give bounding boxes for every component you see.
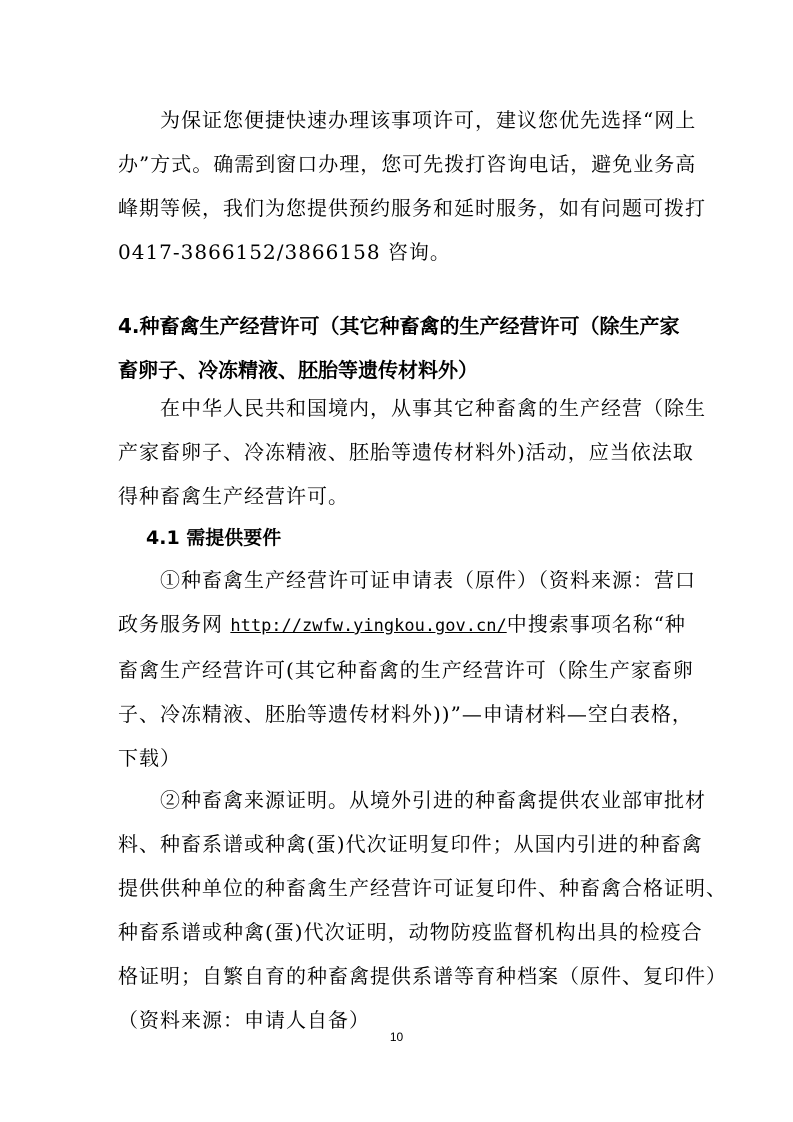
item-2-line: 料、种畜系谱或种禽(蛋)代次证明复印件；从国内引进的种畜禽 <box>118 832 703 856</box>
item-1-line: ①种畜禽生产经营许可证申请表（原件）（资料来源：营口 <box>160 568 696 592</box>
section-4-desc-line: 得种畜禽生产经营许可。 <box>118 484 349 508</box>
item-1-line: 畜禽生产经营许可(其它种畜禽的生产经营许可（除生产家畜卵 <box>118 658 694 682</box>
item-2-line: 种畜系谱或种禽(蛋)代次证明，动物防疫监督机构出具的检疫合 <box>118 920 703 944</box>
item-2-line: 格证明；自繁自育的种畜禽提供系谱等育种档案（原件、复印件） <box>118 964 727 988</box>
zwfw-yingkou-link[interactable]: http://zwfw.yingkou.gov.cn/ <box>230 616 507 636</box>
item-1-line: 下载） <box>118 746 181 770</box>
page-number: 10 <box>389 1030 404 1044</box>
requirement-item-1 <box>118 558 696 780</box>
item-1-line: 子、冷冻精液、胚胎等遗传材料外))”—申请材料—空白表格， <box>118 702 693 726</box>
intro-line: 为保证您便捷快速办理该事项许可，建议您优先选择“网上 <box>160 108 697 132</box>
section-4-title-line: 畜卵子、冷冻精液、胚胎等遗传材料外） <box>118 358 478 382</box>
intro-line: 0417-3866152/3866158 咨询。 <box>118 240 451 264</box>
item-1-line <box>118 602 686 648</box>
section-4-desc-line: 在中华人民共和国境内，从事其它种畜禽的生产经营（除生 <box>160 396 706 420</box>
intro-line: 办”方式。确需到窗口办理，您可先拨打咨询电话，避免业务高 <box>118 152 697 176</box>
section-4-heading <box>118 304 688 392</box>
requirement-item-2 <box>118 778 727 1042</box>
item-1-text: 中搜索事项名称“种 <box>506 612 686 636</box>
section-4-desc-line: 产家畜卵子、冷冻精液、胚胎等遗传材料外)活动，应当依法取 <box>118 440 694 464</box>
section-4-title-line: 4.种畜禽生产经营许可（其它种畜禽的生产经营许可（除生产家 <box>118 314 680 338</box>
intro-line: 峰期等候，我们为您提供预约服务和延时服务，如有问题可拨打 <box>118 196 706 220</box>
item-2-line: 提供供种单位的种畜禽生产经营许可证复印件、种畜禽合格证明、 <box>118 876 727 900</box>
section-4-1-heading: 4.1 需提供要件 <box>146 527 282 549</box>
intro-paragraph <box>118 98 706 274</box>
item-2-line: ②种畜禽来源证明。从境外引进的种畜禽提供农业部审批材 <box>160 788 706 812</box>
section-4-description <box>118 386 706 518</box>
item-1-text: 政务服务网 <box>118 612 231 636</box>
item-2-line: （资料来源：申请人自备） <box>118 1008 370 1032</box>
